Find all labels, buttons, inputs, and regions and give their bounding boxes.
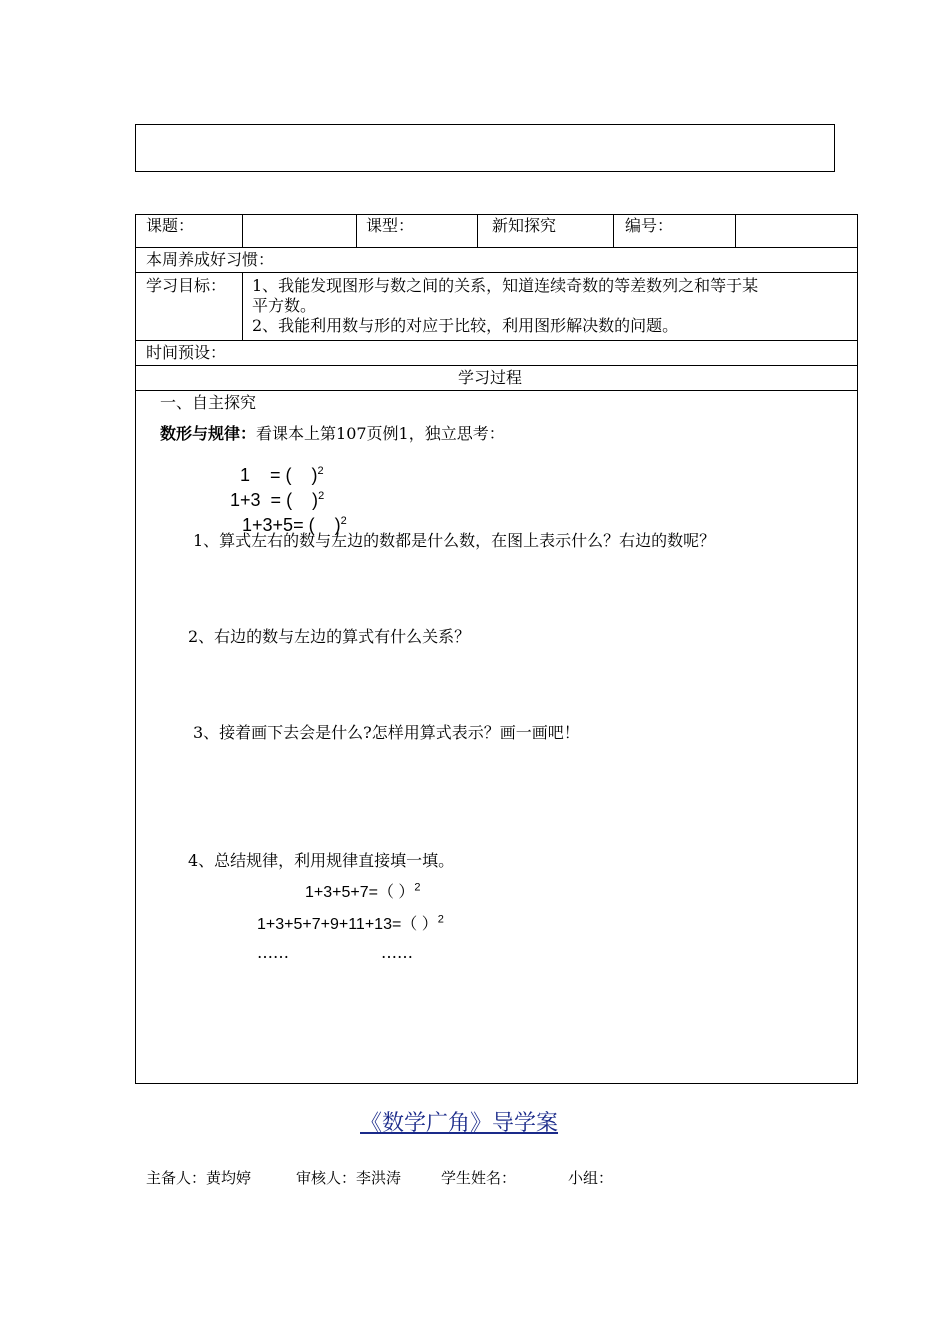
- number-label: 编号：: [625, 216, 674, 235]
- equation-2-text: 1+3 = ( ): [230, 490, 319, 510]
- ellipsis-left: ……: [257, 943, 289, 962]
- top-blank-box: [135, 124, 835, 172]
- group: 小组：: [568, 1169, 614, 1187]
- col-divider: [242, 214, 243, 247]
- col-divider: [735, 214, 736, 247]
- superscript: 2: [340, 515, 347, 527]
- superscript: 2: [414, 881, 421, 894]
- question-4: 4、总结规律，利用规律直接填一填。: [188, 851, 455, 870]
- type-value: 新知探究: [492, 216, 557, 235]
- lesson-table: [135, 214, 858, 1084]
- question-2: 2、右边的数与左边的算式有什么关系？: [188, 627, 471, 646]
- goal-1-line2: 平方数。: [252, 296, 317, 315]
- habit-label: 本周养成好习惯：: [146, 250, 275, 269]
- document-title: 《数学广角》导学案: [360, 1111, 559, 1136]
- col-divider: [613, 214, 614, 247]
- intro-text: 看课本上第107页例1，独立思考：: [256, 424, 505, 443]
- col-divider: [242, 272, 243, 340]
- row-divider: [135, 390, 858, 391]
- superscript: 2: [317, 465, 324, 477]
- time-label: 时间预设：: [146, 343, 227, 362]
- col-divider: [477, 214, 478, 247]
- topic-label: 课题：: [146, 216, 195, 235]
- student-name: 学生姓名：: [441, 1169, 517, 1187]
- question-1: 1、算式左右的数与左边的数都是什么数，在图上表示什么？右边的数呢？: [193, 531, 716, 550]
- fill-equation-2-text: 1+3+5+7+9+11+13=（ ）: [257, 916, 438, 933]
- section-heading: 一、自主探究: [160, 393, 257, 412]
- fill-equation-2: [257, 915, 444, 935]
- question-3: 3、接着画下去会是什么?怎样用算式表示？画一画吧！: [193, 723, 580, 742]
- equation-3: [232, 495, 347, 535]
- process-label: 学习过程: [458, 368, 523, 387]
- superscript: 2: [318, 490, 325, 502]
- row-divider: [135, 247, 858, 248]
- equation-3-text: 1+3+5= ( ): [242, 515, 341, 535]
- fill-equation-1-text: 1+3+5+7=（ ）: [305, 884, 415, 901]
- type-label: 课型：: [366, 216, 415, 235]
- superscript: 2: [437, 913, 444, 926]
- col-divider: [356, 214, 357, 247]
- fill-equation-1: [305, 883, 421, 903]
- intro-line: [160, 424, 505, 444]
- row-divider: [135, 365, 858, 366]
- goal-2: 2、我能利用数与形的对应于比较，利用图形解决数的问题。: [252, 316, 679, 335]
- goal-1-line1: 1、我能发现图形与数之间的关系，知道连续奇数的等差数列之和等于某: [252, 276, 759, 295]
- equation-1-text: 1 = ( ): [240, 465, 318, 485]
- preparer: 主备人：黄均婷: [146, 1169, 252, 1187]
- reviewer: 审核人：李洪涛: [296, 1169, 402, 1187]
- goal-label: 学习目标：: [146, 276, 227, 295]
- row-divider: [135, 272, 858, 273]
- intro-bold: 数形与规律：: [160, 424, 257, 443]
- ellipsis-right: ……: [381, 943, 413, 962]
- row-divider: [135, 340, 858, 341]
